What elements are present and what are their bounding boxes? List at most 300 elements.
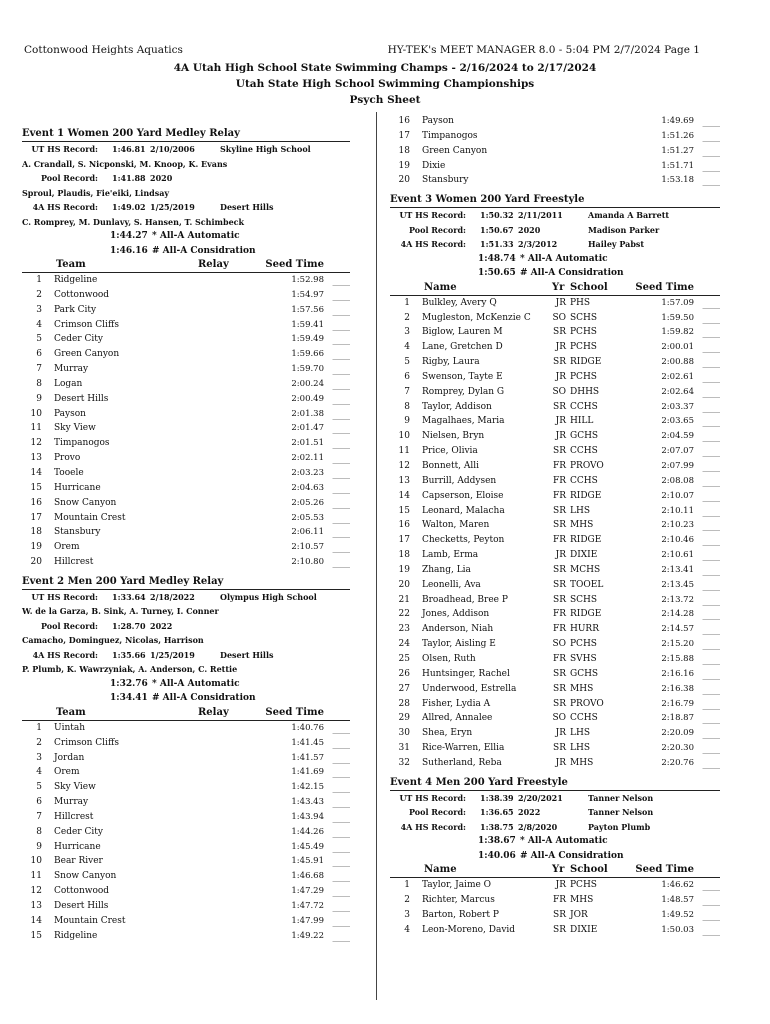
standard-time: 1:44.27 — [110, 231, 148, 241]
entry-row — [22, 318, 350, 333]
entry-school: CCHS — [570, 446, 598, 457]
entry-school: PCHS — [570, 880, 597, 891]
record-date: 2/3/2012 — [518, 239, 558, 250]
entry-blank-line: _____ — [332, 725, 350, 734]
entry-rank: 19 — [398, 564, 410, 575]
entry-name: Taylor, Addison — [422, 401, 492, 412]
entry-row — [390, 400, 720, 415]
entry-name: Ridgeline — [54, 275, 98, 285]
record-date: 1/25/2019 — [150, 202, 195, 212]
entry-seed-time: 1:41.45 — [291, 737, 324, 748]
record-time: 1:38.39 — [480, 792, 514, 803]
time-standard — [390, 252, 720, 267]
header-school: School — [570, 864, 608, 876]
entry-row — [390, 159, 720, 174]
entry-blank-line: _____ — [702, 315, 720, 324]
entry-year: JR — [555, 550, 566, 561]
entry-row — [390, 144, 720, 159]
entry-seed-time: 2:05.53 — [291, 512, 324, 523]
entry-blank-line: _____ — [702, 449, 720, 458]
entry-rank: 6 — [36, 797, 42, 808]
entry-seed-time: 2:10.23 — [661, 520, 694, 531]
entry-blank-line: _____ — [332, 560, 350, 569]
entry-blank-line: _____ — [702, 478, 720, 487]
entry-year: FR — [552, 535, 566, 546]
entry-row — [22, 332, 350, 347]
entry-seed-time: 2:01.51 — [291, 438, 324, 449]
entry-row — [390, 893, 720, 908]
entry-row — [22, 854, 350, 869]
standard-time: 1:46.16 — [110, 245, 148, 256]
entry-row — [390, 340, 720, 355]
record-date: 2020 — [518, 224, 541, 235]
entry-name: Cottonwood — [54, 289, 110, 300]
standard-time: 1:50.65 — [478, 268, 516, 279]
entry-seed-time: 1:51.26 — [661, 130, 694, 141]
entry-row — [390, 114, 720, 129]
entry-year: JR — [555, 431, 566, 442]
entry-row — [22, 407, 350, 422]
entry-year: SO — [552, 713, 566, 724]
entry-blank-line: _____ — [702, 898, 720, 907]
entry-year: SR — [553, 505, 566, 516]
entry-year: FR — [552, 895, 566, 906]
entry-blank-line: _____ — [332, 859, 350, 868]
record-line — [390, 791, 720, 806]
entry-seed-time: 2:02.64 — [661, 386, 694, 397]
entry-rank: 25 — [398, 653, 410, 664]
column-headers — [390, 281, 720, 296]
entry-seed-time: 1:57.56 — [291, 304, 324, 315]
record-date: 2022 — [150, 620, 173, 631]
entry-name: Cottonwood — [54, 886, 110, 897]
entry-seed-time: 2:10.11 — [661, 505, 694, 516]
entry-seed-time: 2:16.16 — [661, 668, 694, 679]
entry-row — [390, 459, 720, 474]
entry-name: Lamb, Erma — [422, 550, 479, 561]
entry-name: Stansbury — [54, 527, 101, 538]
entry-row — [390, 667, 720, 682]
entry-name: Desert Hills — [54, 393, 109, 404]
entry-rank: 1 — [404, 880, 410, 891]
entry-rank: 4 — [404, 924, 410, 935]
header-year: Yr — [552, 281, 565, 293]
entry-name: Checketts, Peyton — [422, 535, 505, 546]
entry-rank: 2 — [36, 289, 42, 300]
entry-blank-line: _____ — [332, 411, 350, 420]
record-holder: Amanda A Barrett — [588, 210, 670, 221]
entry-blank-line: _____ — [332, 381, 350, 390]
entry-school: MHS — [570, 757, 594, 768]
entry-seed-time: 2:15.20 — [661, 639, 694, 650]
entry-rank: 16 — [398, 520, 410, 531]
entry-name: Anderson, Niah — [422, 624, 494, 635]
entry-name: Hillcrest — [54, 811, 94, 822]
entry-seed-time: 2:08.08 — [661, 475, 694, 486]
entry-blank-line: _____ — [702, 419, 720, 428]
entry-blank-line: _____ — [332, 441, 350, 450]
entry-name: Bear River — [54, 856, 103, 867]
entry-rank: 11 — [398, 446, 410, 457]
entry-school: DIXIE — [570, 550, 598, 561]
entry-row — [22, 273, 350, 288]
entry-seed-time: 2:10.80 — [291, 557, 324, 568]
entry-year: JR — [555, 728, 566, 739]
entry-seed-time: 2:00.49 — [291, 393, 324, 404]
entry-name: Capserson, Eloise — [422, 490, 504, 501]
entry-row — [22, 555, 350, 570]
entry-school: HURR — [570, 624, 599, 635]
entry-row — [390, 355, 720, 370]
entry-seed-time: 1:46.62 — [661, 880, 694, 891]
header-seed-time: Seed Time — [265, 259, 324, 270]
entry-blank-line: _____ — [702, 523, 720, 532]
entry-name: Ceder City — [54, 334, 103, 345]
entry-row — [22, 525, 350, 540]
entry-row — [390, 429, 720, 444]
record-date: 2020 — [150, 173, 173, 183]
header-right: HY-TEK's MEET MANAGER 8.0 - 5:04 PM 2/7/2024 Page 1 — [387, 44, 700, 56]
entry-blank-line: _____ — [702, 330, 720, 339]
entry-row — [22, 810, 350, 825]
entry-name: Hillcrest — [54, 557, 94, 568]
record-label: Pool Record: — [40, 620, 98, 631]
record-label: UT HS Record: — [399, 210, 466, 221]
entry-row — [22, 751, 350, 766]
entry-name: Leon-Moreno, David — [422, 924, 516, 935]
entry-blank-line: _____ — [702, 178, 720, 187]
record-date: 2/8/2020 — [518, 821, 558, 832]
entry-name: Olsen, Ruth — [422, 653, 476, 664]
entry-blank-line: _____ — [702, 389, 720, 398]
record-time: 1:50.67 — [480, 224, 514, 235]
entry-rank: 7 — [36, 811, 42, 822]
entry-rank: 6 — [36, 349, 42, 360]
entry-name: Provo — [54, 453, 81, 464]
entry-rank: 10 — [30, 408, 42, 419]
entry-row — [390, 385, 720, 400]
entry-name: Ceder City — [54, 826, 103, 837]
entry-row — [22, 466, 350, 481]
entry-row — [390, 325, 720, 340]
entry-rank: 5 — [36, 782, 42, 793]
header-seed-time: Seed Time — [265, 706, 324, 718]
record-swimmers: P. Plumb, K. Wawrzyniak, A. Anderson, C. Rettie — [22, 664, 238, 675]
record-holder: Hailey Pabst — [588, 239, 645, 250]
entry-seed-time: 2:14.57 — [661, 624, 694, 635]
entry-seed-time: 2:03.37 — [661, 401, 694, 412]
record-date: 2/11/2011 — [518, 210, 563, 221]
entry-name: Lane, Gretchen D — [422, 342, 503, 353]
event-title: Event 3 Women 200 Yard Freestyle — [390, 194, 720, 208]
entry-school: PROVO — [570, 461, 604, 471]
standard-time: 1:40.06 — [478, 850, 516, 861]
record-time: 1:46.81 — [112, 144, 146, 154]
entry-name: Timpanogos — [54, 438, 110, 449]
entry-seed-time: 2:07.07 — [661, 446, 694, 457]
entry-school: LHS — [570, 505, 590, 516]
entry-blank-line: _____ — [702, 582, 720, 591]
entry-row — [390, 607, 720, 622]
record-date: 2/18/2022 — [150, 591, 195, 602]
entry-row — [22, 496, 350, 511]
right-column — [390, 114, 720, 938]
entry-name: Romprey, Dylan G — [422, 386, 505, 397]
standard-label: # All-A Considration — [520, 850, 624, 861]
entry-seed-time: 2:13.41 — [661, 564, 694, 575]
entry-school: RIDGE — [570, 609, 602, 620]
entry-seed-time: 1:42.15 — [291, 782, 324, 793]
entry-name: Sky View — [54, 782, 96, 793]
entry-seed-time: 2:01.47 — [291, 423, 324, 434]
record-label: UT HS Record: — [31, 591, 98, 602]
entry-school: PCHS — [570, 342, 597, 353]
entry-blank-line: _____ — [332, 485, 350, 494]
entry-seed-time: 1:44.26 — [291, 826, 324, 837]
event-title: Event 1 Women 200 Yard Medley Relay — [22, 128, 350, 142]
entry-rank: 20 — [398, 579, 410, 590]
standard-label: * All-A Automatic — [152, 678, 240, 689]
psych-sheet-title: Psych Sheet — [349, 94, 421, 106]
entry-seed-time: 2:00.24 — [291, 378, 324, 389]
entry-rank: 7 — [36, 364, 42, 375]
entry-blank-line: _____ — [332, 755, 350, 764]
entry-row — [390, 563, 720, 578]
entry-blank-line: _____ — [332, 844, 350, 853]
entry-name: Desert Hills — [54, 901, 109, 911]
header-name: Team — [56, 706, 86, 718]
entry-name: Tooele — [54, 467, 84, 478]
record-swimmers: W. de la Garza, B. Sink, A. Turney, I. Conner — [22, 606, 219, 617]
entry-seed-time: 2:00.01 — [661, 342, 694, 353]
entry-row — [390, 311, 720, 326]
time-standard — [22, 244, 350, 259]
entry-name: Leonelli, Ava — [422, 579, 481, 590]
entry-year: SO — [552, 386, 566, 397]
entry-blank-line: _____ — [702, 434, 720, 443]
entry-seed-time: 2:02.11 — [291, 453, 324, 464]
entry-blank-line: _____ — [702, 627, 720, 636]
entry-name: Walton, Maren — [422, 520, 490, 531]
entry-name: Shea, Eryn — [422, 728, 473, 739]
entry-blank-line: _____ — [332, 292, 350, 301]
entry-rank: 12 — [398, 461, 410, 471]
meet-subtitle: Utah State High School Swimming Championships — [235, 78, 535, 90]
entry-school: RIDGE — [570, 357, 602, 368]
entry-row — [390, 578, 720, 593]
entry-seed-time: 1:43.94 — [291, 811, 324, 822]
record-date: 1/25/2019 — [150, 649, 195, 660]
entry-rank: 18 — [30, 527, 42, 538]
entry-rank: 16 — [398, 116, 410, 126]
entry-seed-time: 2:14.28 — [661, 609, 694, 620]
entry-name: Nielsen, Bryn — [422, 431, 485, 442]
entry-rank: 14 — [30, 915, 42, 926]
entry-seed-time: 1:57.09 — [661, 297, 694, 308]
entry-blank-line: _____ — [702, 493, 720, 502]
entry-blank-line: _____ — [332, 904, 350, 912]
entry-rank: 18 — [398, 550, 410, 561]
entry-blank-line: _____ — [702, 464, 720, 472]
entry-name: Broadhead, Bree P — [422, 594, 508, 605]
header-year: Yr — [552, 864, 565, 876]
entry-school: MHS — [570, 520, 594, 531]
entry-rank: 2 — [36, 737, 42, 748]
entry-blank-line: _____ — [332, 889, 350, 898]
entry-year: SR — [553, 564, 566, 575]
entry-name: Mountain Crest — [54, 512, 126, 523]
record-time: 1:35.66 — [112, 649, 146, 660]
entry-row — [390, 370, 720, 385]
entry-year: FR — [552, 461, 566, 471]
column-headers — [22, 706, 350, 721]
record-line — [22, 590, 350, 605]
entry-seed-time: 2:20.76 — [661, 757, 694, 768]
standard-label: # All-A Considration — [152, 693, 256, 704]
entry-name: Green Canyon — [54, 349, 120, 360]
entry-rank: 3 — [404, 327, 410, 338]
record-line — [390, 805, 720, 820]
entry-blank-line: _____ — [332, 367, 350, 376]
left-column — [22, 122, 350, 944]
entry-blank-line: _____ — [332, 800, 350, 809]
header-relay: Relay — [198, 706, 229, 718]
entry-name: Orem — [54, 767, 80, 778]
entry-school: RIDGE — [570, 490, 602, 501]
entry-rank: 32 — [398, 757, 410, 768]
header-relay: Relay — [198, 259, 229, 270]
entry-seed-time: 2:04.63 — [291, 482, 324, 493]
time-standard — [22, 229, 350, 244]
entry-row — [390, 474, 720, 489]
entry-school: TOOEL — [570, 579, 604, 590]
entry-rank: 11 — [30, 423, 42, 434]
entry-rank: 10 — [398, 431, 410, 442]
entry-rank: 24 — [398, 639, 410, 650]
entry-name: Green Canyon — [422, 145, 488, 156]
entry-name: Fisher, Lydia A — [422, 698, 491, 709]
entry-blank-line: _____ — [702, 642, 720, 651]
entry-seed-time: 1:43.43 — [291, 797, 324, 808]
entry-seed-time: 1:47.99 — [291, 915, 324, 926]
entry-rank: 28 — [398, 698, 410, 709]
record-line — [22, 171, 350, 186]
entry-seed-time: 2:07.99 — [661, 461, 694, 471]
entry-school: JOR — [570, 909, 588, 920]
record-date: 2/20/2021 — [518, 792, 563, 803]
entry-rank: 3 — [36, 304, 42, 315]
entry-rank: 13 — [398, 475, 410, 486]
entry-row — [390, 296, 720, 311]
entry-seed-time: 2:15.88 — [661, 653, 694, 664]
record-swimmers: C. Romprey, M. Dunlavy, S. Hansen, T. Schimbeck — [22, 216, 245, 227]
record-time: 1:36.65 — [480, 807, 514, 818]
record-swimmers: A. Crandall, S. Nicponski, M. Knoop, K. Evans — [22, 158, 228, 169]
standard-time: 1:34.41 — [110, 693, 148, 704]
entry-row — [22, 736, 350, 751]
entry-rank: 31 — [398, 743, 410, 754]
entry-seed-time: 2:20.09 — [661, 728, 694, 739]
entry-rank: 15 — [30, 930, 42, 941]
entry-blank-line: _____ — [702, 538, 720, 547]
entry-blank-line: _____ — [702, 686, 720, 695]
entry-school: DIXIE — [570, 924, 598, 935]
entry-year: SR — [553, 743, 566, 754]
entry-row — [390, 548, 720, 563]
time-standard — [22, 677, 350, 692]
entry-seed-time: 2:10.46 — [661, 535, 694, 546]
entry-name: Jordan — [54, 752, 85, 763]
standard-time: 1:38.67 — [478, 836, 516, 847]
entry-blank-line: _____ — [332, 740, 350, 749]
entry-rank: 17 — [398, 535, 410, 546]
entry-year: SR — [553, 683, 566, 694]
entry-row — [22, 392, 350, 407]
entry-seed-time: 1:59.41 — [291, 319, 324, 330]
event-title: Event 4 Men 200 Yard Freestyle — [390, 777, 720, 791]
entry-rank: 13 — [30, 901, 42, 911]
entry-year: SR — [553, 698, 566, 709]
entry-row — [390, 444, 720, 459]
entry-school: PCHS — [570, 327, 597, 338]
entry-row — [22, 481, 350, 496]
entry-name: Swenson, Tayte E — [422, 371, 503, 382]
entry-seed-time: 1:52.98 — [291, 275, 324, 285]
entry-year: JR — [555, 371, 566, 382]
entry-blank-line: _____ — [702, 567, 720, 576]
entry-rank: 14 — [30, 467, 42, 478]
entry-name: Timpanogos — [422, 130, 478, 141]
entry-seed-time: 2:02.61 — [661, 371, 694, 382]
entry-seed-time: 1:49.22 — [291, 930, 324, 941]
entry-school: MHS — [570, 895, 594, 906]
entry-name: Jones, Addison — [422, 609, 490, 620]
entry-name: Uintah — [54, 722, 86, 733]
entry-blank-line: _____ — [702, 300, 720, 309]
entry-blank-line: _____ — [332, 770, 350, 779]
entry-name: Allred, Annalee — [422, 713, 493, 724]
entry-blank-line: _____ — [702, 746, 720, 755]
entry-row — [390, 682, 720, 697]
record-time: 1:41.88 — [112, 173, 146, 183]
entry-year: SR — [553, 924, 566, 935]
entry-row — [22, 451, 350, 466]
record-holder: Payton Plumb — [588, 821, 651, 832]
record-line — [22, 142, 350, 157]
entry-row — [22, 899, 350, 914]
column-divider — [376, 112, 377, 1000]
entry-seed-time: 2:00.88 — [661, 357, 694, 368]
entry-rank: 20 — [398, 175, 410, 186]
entry-seed-time: 1:53.18 — [661, 175, 694, 186]
entry-year: JR — [555, 880, 566, 891]
entry-name: Dixie — [422, 160, 446, 171]
entry-name: Bulkley, Avery Q — [422, 297, 497, 308]
header-seed-time: Seed Time — [635, 864, 694, 876]
entry-name: Mountain Crest — [54, 915, 126, 926]
entry-blank-line: _____ — [332, 307, 350, 316]
record-swimmers: Sproul, Plaudis, Fie'eiki, Lindsay — [22, 187, 170, 198]
entry-seed-time: 1:47.72 — [291, 901, 324, 911]
entry-school: PHS — [570, 297, 591, 308]
entry-seed-time: 1:59.70 — [291, 364, 324, 375]
entry-row — [22, 421, 350, 436]
entry-name: Rice-Warren, Ellia — [422, 743, 505, 754]
entry-rank: 13 — [30, 453, 42, 464]
entry-name: Taylor, Aisling E — [422, 639, 496, 650]
entry-blank-line: _____ — [702, 760, 720, 769]
record-line — [390, 237, 720, 252]
